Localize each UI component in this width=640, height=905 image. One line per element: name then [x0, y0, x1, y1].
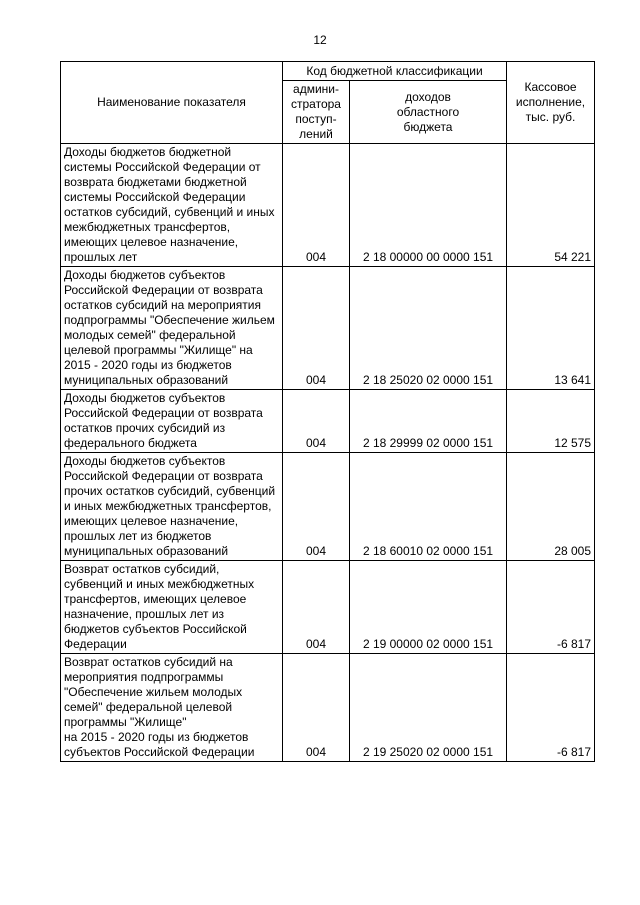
- header-execution: Кассовое исполнение, тыс. руб.: [507, 62, 595, 144]
- row-admin-code: 004: [283, 453, 350, 561]
- header-row-1: [61, 62, 595, 81]
- row-admin-code: 004: [283, 267, 350, 390]
- row-admin-code: 004: [283, 144, 350, 267]
- row-income-code: 2 18 29999 02 0000 151: [350, 390, 507, 453]
- header-name: Наименование показателя: [61, 62, 283, 144]
- row-name: Доходы бюджетов субъектов Российской Федерации от возврата остатков прочих субсидий из федерального бюджета: [61, 390, 283, 453]
- header-income: доходов областного бюджета: [350, 81, 507, 144]
- row-income-code: 2 18 00000 00 0000 151: [350, 144, 507, 267]
- table-row: [61, 267, 595, 390]
- table-row: [61, 390, 595, 453]
- table-row: [61, 453, 595, 561]
- header-code-group: Код бюджетной классификации: [283, 62, 507, 81]
- row-amount: 12 575: [507, 390, 595, 453]
- budget-table: [60, 61, 595, 762]
- row-name: Возврат остатков субсидий на мероприятия подпрограммы "Обеспечение жильем молодых семей" федеральной целевой программы "Жилище" на 2015 - 2020 годы из бюджетов субъектов Российской Федерации: [61, 654, 283, 762]
- row-admin-code: 004: [283, 390, 350, 453]
- table-row: [61, 561, 595, 654]
- row-admin-code: 004: [283, 654, 350, 762]
- header-admin: админи- стратора поступ- лений: [283, 81, 350, 144]
- row-name: Доходы бюджетов бюджетной системы Российской Федерации от возврата бюджетами бюджетной системы Российской Федерации остатков субсидий, субвенций и иных межбюджетных трансфертов, имеющих целевое назначение, прошлых лет: [61, 144, 283, 267]
- row-amount: 54 221: [507, 144, 595, 267]
- row-income-code: 2 18 60010 02 0000 151: [350, 453, 507, 561]
- row-amount: -6 817: [507, 654, 595, 762]
- row-income-code: 2 19 25020 02 0000 151: [350, 654, 507, 762]
- row-income-code: 2 19 00000 02 0000 151: [350, 561, 507, 654]
- page-number: 12: [313, 33, 327, 47]
- row-amount: 28 005: [507, 453, 595, 561]
- row-amount: 13 641: [507, 267, 595, 390]
- row-amount: -6 817: [507, 561, 595, 654]
- table-row: [61, 654, 595, 762]
- row-name: Возврат остатков субсидий, субвенций и иных межбюджетных трансфертов, имеющих целевое назначение, прошлых лет из бюджетов субъектов Российской Федерации: [61, 561, 283, 654]
- row-name: Доходы бюджетов субъектов Российской Федерации от возврата прочих остатков субсидий, субвенций и иных межбюджетных трансфертов, имеющих целевое назначение, прошлых лет из бюджетов муниципальных образований: [61, 453, 283, 561]
- row-income-code: 2 18 25020 02 0000 151: [350, 267, 507, 390]
- row-name: Доходы бюджетов субъектов Российской Федерации от возврата остатков субсидий на мероприятия подпрограммы "Обеспечение жильем молодых семей" федеральной целевой программы "Жилище" на 2015 - 2020 годы из бюджетов муниципальных образований: [61, 267, 283, 390]
- table-row: [61, 144, 595, 267]
- row-admin-code: 004: [283, 561, 350, 654]
